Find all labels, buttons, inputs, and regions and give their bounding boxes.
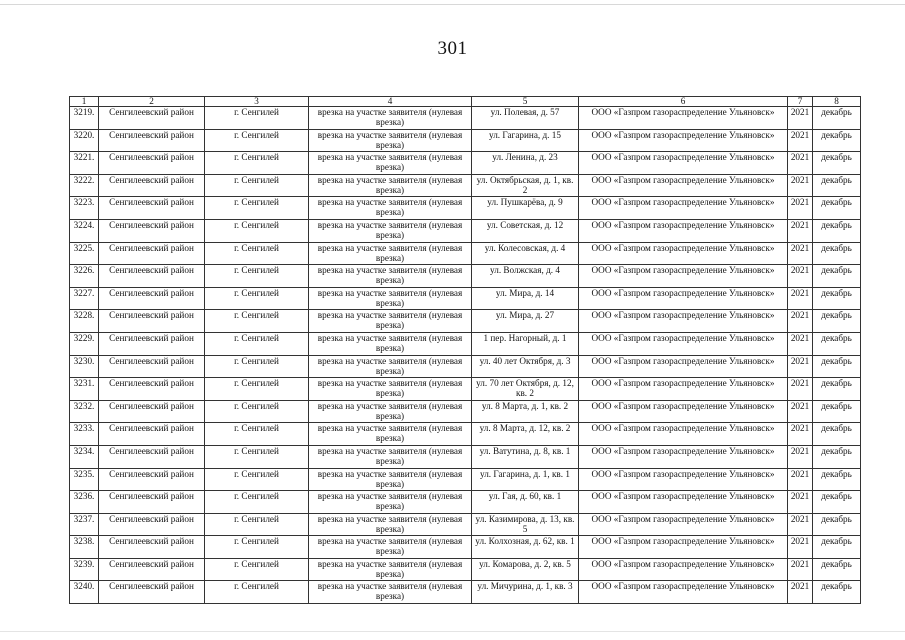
table-row [70, 445, 861, 468]
company-cell: ООО «Газпром газораспределение Ульяновск» [579, 332, 788, 355]
month-cell: декабрь [813, 332, 861, 355]
settlement-cell: г. Сенгилей [205, 287, 309, 310]
company-cell: ООО «Газпром газораспределение Ульяновск» [579, 152, 788, 175]
work-type-cell: врезка на участке заявителя (нулевая врезка) [309, 265, 472, 288]
address-cell: ул. Мичурина, д. 1, кв. 3 [472, 581, 579, 604]
month-cell: декабрь [813, 242, 861, 265]
address-cell: ул. Советская, д. 12 [472, 219, 579, 242]
address-cell: ул. Полевая, д. 57 [472, 107, 579, 130]
settlement-cell: г. Сенгилей [205, 355, 309, 378]
address-cell: ул. 8 Марта, д. 1, кв. 2 [472, 400, 579, 423]
year-cell: 2021 [788, 129, 813, 152]
company-cell: ООО «Газпром газораспределение Ульяновск» [579, 581, 788, 604]
settlement-cell: г. Сенгилей [205, 445, 309, 468]
year-cell: 2021 [788, 378, 813, 401]
table-row [70, 513, 861, 536]
company-cell: ООО «Газпром газораспределение Ульяновск» [579, 423, 788, 446]
year-cell: 2021 [788, 152, 813, 175]
settlement-cell: г. Сенгилей [205, 219, 309, 242]
month-cell: декабрь [813, 219, 861, 242]
month-cell: декабрь [813, 378, 861, 401]
table-header-row [70, 97, 861, 107]
work-type-cell: врезка на участке заявителя (нулевая врезка) [309, 174, 472, 197]
district-cell: Сенгилеевский район [99, 558, 205, 581]
scan-artifact-top [0, 4, 905, 5]
month-cell: декабрь [813, 197, 861, 220]
work-type-cell: врезка на участке заявителя (нулевая врезка) [309, 129, 472, 152]
district-cell: Сенгилеевский район [99, 242, 205, 265]
table-row [70, 129, 861, 152]
year-cell: 2021 [788, 310, 813, 333]
row-number-cell: 3234. [70, 445, 99, 468]
column-header: 6 [579, 97, 788, 107]
settlement-cell: г. Сенгилей [205, 423, 309, 446]
work-type-cell: врезка на участке заявителя (нулевая врезка) [309, 310, 472, 333]
work-type-cell: врезка на участке заявителя (нулевая врезка) [309, 378, 472, 401]
work-type-cell: врезка на участке заявителя (нулевая врезка) [309, 468, 472, 491]
address-cell: ул. Комарова, д. 2, кв. 5 [472, 558, 579, 581]
column-header: 3 [205, 97, 309, 107]
company-cell: ООО «Газпром газораспределение Ульяновск» [579, 310, 788, 333]
year-cell: 2021 [788, 332, 813, 355]
row-number-cell: 3220. [70, 129, 99, 152]
table-row [70, 378, 861, 401]
row-number-cell: 3235. [70, 468, 99, 491]
settlement-cell: г. Сенгилей [205, 536, 309, 559]
month-cell: декабрь [813, 355, 861, 378]
settlement-cell: г. Сенгилей [205, 558, 309, 581]
row-number-cell: 3228. [70, 310, 99, 333]
table-row [70, 287, 861, 310]
district-cell: Сенгилеевский район [99, 423, 205, 446]
year-cell: 2021 [788, 400, 813, 423]
table-row [70, 581, 861, 604]
company-cell: ООО «Газпром газораспределение Ульяновск» [579, 400, 788, 423]
month-cell: декабрь [813, 445, 861, 468]
year-cell: 2021 [788, 242, 813, 265]
month-cell: декабрь [813, 423, 861, 446]
address-cell: ул. 70 лет Октября, д. 12, кв. 2 [472, 378, 579, 401]
company-cell: ООО «Газпром газораспределение Ульяновск» [579, 287, 788, 310]
settlement-cell: г. Сенгилей [205, 581, 309, 604]
table-row [70, 332, 861, 355]
page-number: 301 [437, 38, 468, 59]
table-row [70, 558, 861, 581]
year-cell: 2021 [788, 445, 813, 468]
table-row [70, 107, 861, 130]
row-number-cell: 3230. [70, 355, 99, 378]
address-cell: ул. Казимирова, д. 13, кв. 5 [472, 513, 579, 536]
address-cell: ул. Ватутина, д. 8, кв. 1 [472, 445, 579, 468]
company-cell: ООО «Газпром газораспределение Ульяновск» [579, 174, 788, 197]
year-cell: 2021 [788, 536, 813, 559]
company-cell: ООО «Газпром газораспределение Ульяновск» [579, 536, 788, 559]
table-row [70, 536, 861, 559]
district-cell: Сенгилеевский район [99, 536, 205, 559]
company-cell: ООО «Газпром газораспределение Ульяновск» [579, 468, 788, 491]
year-cell: 2021 [788, 558, 813, 581]
company-cell: ООО «Газпром газораспределение Ульяновск» [579, 445, 788, 468]
column-header: 2 [99, 97, 205, 107]
table-row [70, 468, 861, 491]
district-cell: Сенгилеевский район [99, 287, 205, 310]
month-cell: декабрь [813, 310, 861, 333]
table-row [70, 197, 861, 220]
company-cell: ООО «Газпром газораспределение Ульяновск» [579, 197, 788, 220]
settlement-cell: г. Сенгилей [205, 400, 309, 423]
table-row [70, 355, 861, 378]
month-cell: декабрь [813, 536, 861, 559]
column-header: 4 [309, 97, 472, 107]
year-cell: 2021 [788, 219, 813, 242]
table-row [70, 491, 861, 514]
settlement-cell: г. Сенгилей [205, 491, 309, 514]
month-cell: декабрь [813, 558, 861, 581]
year-cell: 2021 [788, 107, 813, 130]
company-cell: ООО «Газпром газораспределение Ульяновск» [579, 265, 788, 288]
address-cell: ул. Пушкарёва, д. 9 [472, 197, 579, 220]
work-type-cell: врезка на участке заявителя (нулевая врезка) [309, 400, 472, 423]
table-row [70, 265, 861, 288]
district-cell: Сенгилеевский район [99, 581, 205, 604]
table-row [70, 174, 861, 197]
row-number-cell: 3231. [70, 378, 99, 401]
address-cell: ул. Гая, д. 60, кв. 1 [472, 491, 579, 514]
table-body [70, 107, 861, 604]
month-cell: декабрь [813, 287, 861, 310]
address-cell: ул. 8 Марта, д. 12, кв. 2 [472, 423, 579, 446]
address-cell: ул. Октябрьская, д. 1, кв. 2 [472, 174, 579, 197]
district-cell: Сенгилеевский район [99, 152, 205, 175]
company-cell: ООО «Газпром газораспределение Ульяновск» [579, 129, 788, 152]
row-number-cell: 3229. [70, 332, 99, 355]
work-type-cell: врезка на участке заявителя (нулевая врезка) [309, 423, 472, 446]
row-number-cell: 3226. [70, 265, 99, 288]
settlement-cell: г. Сенгилей [205, 332, 309, 355]
settlement-cell: г. Сенгилей [205, 242, 309, 265]
table-row [70, 152, 861, 175]
settlement-cell: г. Сенгилей [205, 152, 309, 175]
work-type-cell: врезка на участке заявителя (нулевая врезка) [309, 242, 472, 265]
month-cell: декабрь [813, 265, 861, 288]
work-type-cell: врезка на участке заявителя (нулевая врезка) [309, 197, 472, 220]
district-cell: Сенгилеевский район [99, 219, 205, 242]
work-type-cell: врезка на участке заявителя (нулевая врезка) [309, 558, 472, 581]
work-type-cell: врезка на участке заявителя (нулевая врезка) [309, 355, 472, 378]
row-number-cell: 3222. [70, 174, 99, 197]
address-cell: ул. Ленина, д. 23 [472, 152, 579, 175]
address-cell: 1 пер. Нагорный, д. 1 [472, 332, 579, 355]
company-cell: ООО «Газпром газораспределение Ульяновск» [579, 107, 788, 130]
work-type-cell: врезка на участке заявителя (нулевая врезка) [309, 219, 472, 242]
table-row [70, 400, 861, 423]
row-number-cell: 3223. [70, 197, 99, 220]
district-cell: Сенгилеевский район [99, 265, 205, 288]
district-cell: Сенгилеевский район [99, 332, 205, 355]
district-cell: Сенгилеевский район [99, 445, 205, 468]
column-header: 1 [70, 97, 99, 107]
company-cell: ООО «Газпром газораспределение Ульяновск» [579, 242, 788, 265]
work-type-cell: врезка на участке заявителя (нулевая врезка) [309, 513, 472, 536]
district-cell: Сенгилеевский район [99, 468, 205, 491]
table-row [70, 310, 861, 333]
settlement-cell: г. Сенгилей [205, 310, 309, 333]
work-type-cell: врезка на участке заявителя (нулевая врезка) [309, 491, 472, 514]
district-cell: Сенгилеевский район [99, 400, 205, 423]
year-cell: 2021 [788, 581, 813, 604]
settlement-cell: г. Сенгилей [205, 468, 309, 491]
table-row [70, 242, 861, 265]
row-number-cell: 3236. [70, 491, 99, 514]
company-cell: ООО «Газпром газораспределение Ульяновск» [579, 378, 788, 401]
work-type-cell: врезка на участке заявителя (нулевая врезка) [309, 287, 472, 310]
work-type-cell: врезка на участке заявителя (нулевая врезка) [309, 107, 472, 130]
row-number-cell: 3233. [70, 423, 99, 446]
month-cell: декабрь [813, 581, 861, 604]
company-cell: ООО «Газпром газораспределение Ульяновск» [579, 355, 788, 378]
district-cell: Сенгилеевский район [99, 378, 205, 401]
district-cell: Сенгилеевский район [99, 197, 205, 220]
year-cell: 2021 [788, 355, 813, 378]
company-cell: ООО «Газпром газораспределение Ульяновск» [579, 219, 788, 242]
year-cell: 2021 [788, 423, 813, 446]
row-number-cell: 3237. [70, 513, 99, 536]
year-cell: 2021 [788, 265, 813, 288]
district-cell: Сенгилеевский район [99, 107, 205, 130]
year-cell: 2021 [788, 491, 813, 514]
address-cell: ул. 40 лет Октября, д. 3 [472, 355, 579, 378]
month-cell: декабрь [813, 152, 861, 175]
month-cell: декабрь [813, 174, 861, 197]
row-number-cell: 3227. [70, 287, 99, 310]
district-cell: Сенгилеевский район [99, 310, 205, 333]
settlement-cell: г. Сенгилей [205, 378, 309, 401]
row-number-cell: 3219. [70, 107, 99, 130]
month-cell: декабрь [813, 129, 861, 152]
scan-artifact-bottom [0, 631, 905, 632]
address-cell: ул. Волжская, д. 4 [472, 265, 579, 288]
column-header: 7 [788, 97, 813, 107]
settlement-cell: г. Сенгилей [205, 129, 309, 152]
row-number-cell: 3238. [70, 536, 99, 559]
year-cell: 2021 [788, 287, 813, 310]
address-cell: ул. Гагарина, д. 1, кв. 1 [472, 468, 579, 491]
district-cell: Сенгилеевский район [99, 174, 205, 197]
settlement-cell: г. Сенгилей [205, 513, 309, 536]
row-number-cell: 3225. [70, 242, 99, 265]
work-type-cell: врезка на участке заявителя (нулевая врезка) [309, 152, 472, 175]
district-cell: Сенгилеевский район [99, 355, 205, 378]
month-cell: декабрь [813, 107, 861, 130]
row-number-cell: 3221. [70, 152, 99, 175]
settlement-cell: г. Сенгилей [205, 107, 309, 130]
address-cell: ул. Колхозная, д. 62, кв. 1 [472, 536, 579, 559]
company-cell: ООО «Газпром газораспределение Ульяновск» [579, 558, 788, 581]
address-cell: ул. Мира, д. 14 [472, 287, 579, 310]
address-cell: ул. Мира, д. 27 [472, 310, 579, 333]
registry-table [69, 96, 861, 604]
address-cell: ул. Колесовская, д. 4 [472, 242, 579, 265]
row-number-cell: 3240. [70, 581, 99, 604]
column-header: 5 [472, 97, 579, 107]
year-cell: 2021 [788, 174, 813, 197]
company-cell: ООО «Газпром газораспределение Ульяновск» [579, 491, 788, 514]
year-cell: 2021 [788, 197, 813, 220]
company-cell: ООО «Газпром газораспределение Ульяновск» [579, 513, 788, 536]
settlement-cell: г. Сенгилей [205, 174, 309, 197]
year-cell: 2021 [788, 513, 813, 536]
row-number-cell: 3232. [70, 400, 99, 423]
column-header: 8 [813, 97, 861, 107]
settlement-cell: г. Сенгилей [205, 265, 309, 288]
table-row [70, 219, 861, 242]
month-cell: декабрь [813, 491, 861, 514]
district-cell: Сенгилеевский район [99, 491, 205, 514]
settlement-cell: г. Сенгилей [205, 197, 309, 220]
work-type-cell: врезка на участке заявителя (нулевая врезка) [309, 332, 472, 355]
work-type-cell: врезка на участке заявителя (нулевая врезка) [309, 536, 472, 559]
month-cell: декабрь [813, 513, 861, 536]
district-cell: Сенгилеевский район [99, 513, 205, 536]
address-cell: ул. Гагарина, д. 15 [472, 129, 579, 152]
row-number-cell: 3239. [70, 558, 99, 581]
row-number-cell: 3224. [70, 219, 99, 242]
work-type-cell: врезка на участке заявителя (нулевая врезка) [309, 445, 472, 468]
year-cell: 2021 [788, 468, 813, 491]
month-cell: декабрь [813, 468, 861, 491]
work-type-cell: врезка на участке заявителя (нулевая врезка) [309, 581, 472, 604]
month-cell: декабрь [813, 400, 861, 423]
district-cell: Сенгилеевский район [99, 129, 205, 152]
table-row [70, 423, 861, 446]
